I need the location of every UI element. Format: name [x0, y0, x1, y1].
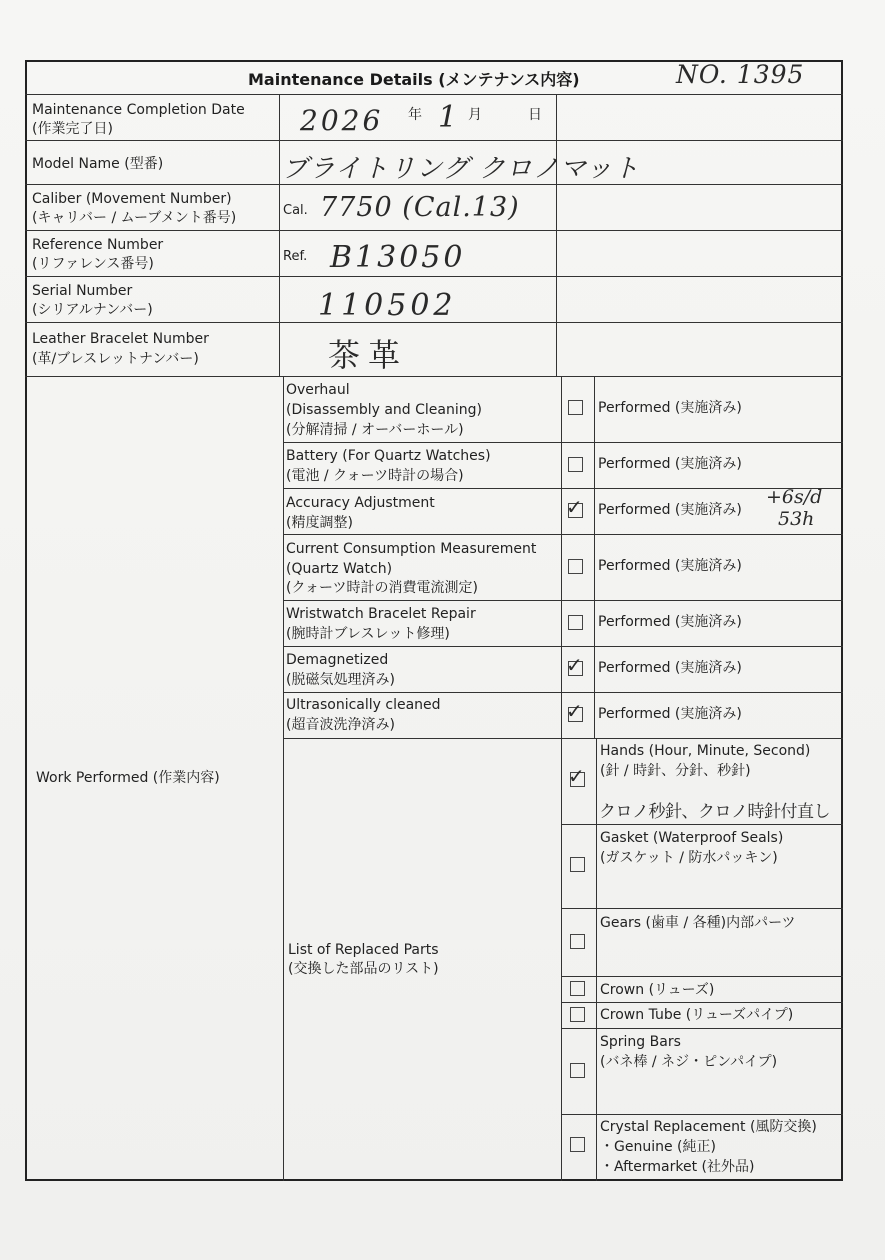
reference-value[interactable]: B13050: [330, 240, 466, 275]
part-spring-bars-checkbox[interactable]: [570, 1063, 585, 1078]
work-current-performed: Performed (実施済み): [598, 558, 742, 574]
work-ultrasonic-line1: Ultrasonically cleaned: [286, 697, 441, 713]
rule-caliber: [25, 230, 843, 231]
work-current-line2: (Quartz Watch): [286, 561, 393, 577]
work-battery-checkbox[interactable]: [568, 457, 583, 472]
work-accuracy-line2: (精度調整): [286, 515, 353, 531]
accuracy-note-rate: +6s/d: [766, 486, 823, 508]
rule-part-3: [561, 976, 843, 977]
work-demag-performed: Performed (実施済み): [598, 660, 742, 676]
work-accuracy-performed: Performed (実施済み): [598, 502, 742, 518]
work-ultrasonic-performed: Performed (実施済み): [598, 706, 742, 722]
part-gasket-checkbox[interactable]: [570, 857, 585, 872]
form-title: Maintenance Details (メンテナンス内容): [248, 70, 580, 89]
work-battery-line2: (電池 / クォーツ時計の場合): [286, 468, 464, 484]
rule-leather: [25, 376, 843, 377]
part-crown-checkbox[interactable]: [570, 981, 585, 996]
part-hands-check-icon: ✓: [568, 764, 585, 788]
part-crown-line1: Crown (リューズ): [600, 982, 715, 998]
rule-work-7: [283, 738, 843, 739]
work-ultrasonic-line2: (超音波洗浄済み): [286, 717, 395, 733]
work-overhaul-line2: (Disassembly and Cleaning): [286, 402, 482, 418]
col-parts-divider: [596, 738, 597, 1181]
rule-work-2: [283, 488, 843, 489]
work-current-line3: (クォーツ時計の消費電流測定): [286, 580, 478, 596]
reference-label-jp: (リファレンス番号): [32, 256, 154, 272]
caliber-value[interactable]: 7750 (Cal.13): [320, 192, 520, 223]
leather-label-jp: (革/ブレスレットナンバー): [32, 351, 199, 367]
rule-reference: [25, 276, 843, 277]
day-unit: 日: [528, 107, 542, 123]
leather-value[interactable]: 茶革: [328, 336, 409, 374]
rule-work-3: [283, 534, 843, 535]
work-battery-performed: Performed (実施済み): [598, 456, 742, 472]
part-crystal-checkbox[interactable]: [570, 1137, 585, 1152]
replaced-parts-label-jp: (交換した部品のリスト): [288, 961, 439, 977]
part-gasket-line2: (ガスケット / 防水パッキン): [600, 850, 778, 866]
work-bracelet-line1: Wristwatch Bracelet Repair: [286, 606, 476, 622]
completion-date-label: Maintenance Completion Date: [32, 102, 245, 118]
work-overhaul-checkbox[interactable]: [568, 400, 583, 415]
form-number: NO. 1395: [676, 60, 805, 89]
work-bracelet-performed: Performed (実施済み): [598, 614, 742, 630]
work-overhaul-performed: Performed (実施済み): [598, 400, 742, 416]
year-unit: 年: [408, 107, 422, 123]
work-accuracy-line1: Accuracy Adjustment: [286, 495, 435, 511]
replaced-parts-label: List of Replaced Parts: [288, 942, 439, 958]
serial-label: Serial Number: [32, 283, 133, 299]
part-crown-tube-checkbox[interactable]: [570, 1007, 585, 1022]
work-bracelet-checkbox[interactable]: [568, 615, 583, 630]
part-spring-bars-line2: (バネ棒 / ネジ・ピンパイプ): [600, 1054, 778, 1070]
caliber-label-jp: (キャリバー / ムーブメント番号): [32, 210, 237, 226]
rule-work-5: [283, 646, 843, 647]
rule-part-4: [561, 1002, 843, 1003]
rule-work-1: [283, 442, 843, 443]
part-gears-line1: Gears (歯車 / 各種)内部パーツ: [600, 915, 796, 931]
rule-work-6: [283, 692, 843, 693]
completion-date-label-jp: (作業完了日): [32, 121, 113, 137]
rule-work-4: [283, 600, 843, 601]
work-overhaul-line1: Overhaul: [286, 382, 350, 398]
caliber-prefix: Cal.: [283, 203, 308, 218]
part-gasket-line1: Gasket (Waterproof Seals): [600, 830, 784, 846]
col-work-divider: [283, 376, 284, 1181]
part-crystal-line2: ・Genuine (純正): [600, 1139, 716, 1155]
rule-date: [25, 140, 843, 141]
col-value-divider: [556, 94, 557, 376]
part-hands-line2: (針 / 時針、分針、秒針): [600, 763, 751, 779]
part-crystal-line3: ・Aftermarket (社外品): [600, 1159, 755, 1175]
rule-part-2: [561, 908, 843, 909]
work-demag-check-icon: ✓: [566, 653, 583, 677]
model-name-value[interactable]: ブライトリング クロノマット: [282, 154, 640, 184]
work-accuracy-check-icon: ✓: [566, 495, 583, 519]
col-label-divider: [279, 94, 280, 376]
rule-part-5: [561, 1028, 843, 1029]
col-performed-divider: [594, 376, 595, 738]
part-gears-checkbox[interactable]: [570, 934, 585, 949]
accuracy-note-reserve: 53h: [778, 508, 815, 530]
model-name-label: Model Name (型番): [32, 156, 164, 172]
part-spring-bars-line1: Spring Bars: [600, 1034, 681, 1050]
serial-value[interactable]: 110502: [318, 288, 457, 323]
rule-part-1: [561, 824, 843, 825]
reference-prefix: Ref.: [283, 249, 308, 264]
work-current-checkbox[interactable]: [568, 559, 583, 574]
work-current-line1: Current Consumption Measurement: [286, 541, 537, 557]
part-hands-note: クロノ秒針、クロノ時針付直し: [599, 802, 830, 822]
leather-label: Leather Bracelet Number: [32, 331, 209, 347]
work-overhaul-line3: (分解清掃 / オーバーホール): [286, 422, 464, 438]
work-ultrasonic-check-icon: ✓: [566, 699, 583, 723]
month-unit: 月: [468, 107, 482, 123]
part-crystal-line1: Crystal Replacement (風防交換): [600, 1119, 817, 1135]
part-crown-tube-line1: Crown Tube (リューズパイプ): [600, 1007, 794, 1023]
work-performed-label: Work Performed (作業内容): [36, 770, 220, 786]
part-hands-line1: Hands (Hour, Minute, Second): [600, 743, 811, 759]
rule-title: [25, 94, 843, 95]
work-battery-line1: Battery (For Quartz Watches): [286, 448, 491, 464]
completion-month[interactable]: 1: [438, 100, 458, 135]
work-demag-line1: Demagnetized: [286, 652, 389, 668]
col-check-divider: [561, 376, 562, 1181]
completion-year[interactable]: 2026: [300, 104, 384, 137]
work-demag-line2: (脱磁気処理済み): [286, 672, 395, 688]
reference-label: Reference Number: [32, 237, 164, 253]
rule-part-6: [561, 1114, 843, 1115]
caliber-label: Caliber (Movement Number): [32, 191, 232, 207]
work-bracelet-line2: (腕時計ブレスレット修理): [286, 626, 450, 642]
serial-label-jp: (シリアルナンバー): [32, 302, 153, 318]
